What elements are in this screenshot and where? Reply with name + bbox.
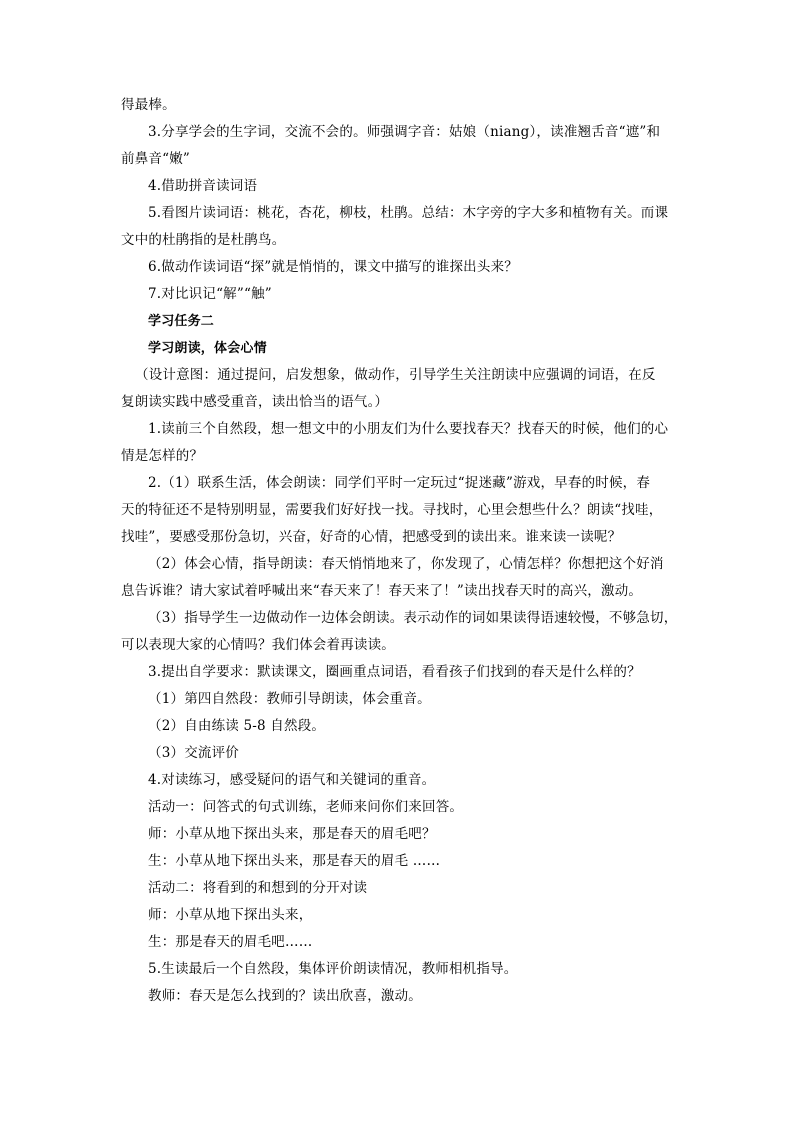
- text-line: 5.看图片读词语：桃花，杏花，柳枝，杜鹃。总结：木字旁的字大多和植物有关。而课: [148, 205, 669, 221]
- text-line: 生：小草从地下探出头来，那是春天的眉毛 ……: [148, 853, 441, 869]
- text-line: 天的特征还不是特别明显，需要我们好好找一找。寻找时，心里会想些什么？朗读“找哇，: [121, 502, 663, 518]
- text-line: 教师：春天是怎么找到的？读出欣喜，激动。: [148, 988, 422, 1004]
- text-line: 3.提出自学要求：默读课文，圈画重点词语，看看孩子们找到的春天是什么样的？: [148, 664, 641, 680]
- text-line: （设计意图：通过提问，启发想象，做动作，引导学生关注朗读中应强调的词语，在反: [135, 367, 656, 383]
- text-line: 情是怎样的？: [121, 448, 204, 464]
- text-line: 7.对比识记“解”“触”: [148, 286, 272, 302]
- text-line: 活动二：将看到的和想到的分开对读: [148, 880, 368, 896]
- text-line: 4.借助拼音读词语: [148, 178, 258, 194]
- text-line: 复朗读实践中感受重音，读出恰当的语气。）: [121, 394, 389, 410]
- document-body: [121, 92, 681, 1010]
- text-line: 5.生读最后一个自然段，集体评价朗读情况，教师相机指导。: [148, 961, 518, 977]
- text-line: （3）指导学生一边做动作一边体会朗读。表示动作的词如果读得语速较慢，不够急切，: [148, 610, 678, 626]
- text-line: 6.做动作读词语“探”就是悄悄的，课文中描写的谁探出头来？: [148, 259, 518, 275]
- text-line: 息告诉谁？请大家试着呼喊出来“春天来了！春天来了！”读出找春天时的高兴，激动。: [121, 583, 643, 599]
- text-line: 找哇”，要感受那份急切，兴奋，好奇的心情，把感受到的读出来。谁来读一读呢？: [121, 529, 622, 545]
- section-heading: 学习任务二: [148, 314, 215, 329]
- text-line: 3.分享学会的生字词，交流不会的。师强调字音：姑娘（niang），读准翘舌音“遮”和: [148, 124, 661, 140]
- text-line: 师：小草从地下探出头来，那是春天的眉毛吧？: [148, 826, 436, 842]
- text-line: （2）体会心情，指导朗读：春天悄悄地来了，你发现了，心情怎样？你想把这个好消: [148, 556, 664, 572]
- text-line: 2.（1）联系生活，体会朗读：同学们平时一定玩过“捉迷藏”游戏，早春的时候，春: [148, 475, 651, 491]
- text-line: 活动一：问答式的句式训练，老师来问你们来回答。: [148, 799, 464, 815]
- text-line: 生：那是春天的眉毛吧……: [148, 934, 313, 950]
- text-line: 可以表现大家的心情吗？我们体会着再读读。: [121, 637, 395, 653]
- text-line: 4.对读练习，感受疑问的语气和关键词的重音。: [148, 772, 436, 788]
- text-line: 1.读前三个自然段，想一想文中的小朋友们为什么要找春天？找春天的时候，他们的心: [148, 421, 669, 437]
- section-subheading: 学习朗读，体会心情: [148, 341, 267, 356]
- text-line: （2）自由练读 5-8 自然段。: [148, 718, 326, 734]
- text-line: 文中的杜鹃指的是杜鹃鸟。: [121, 232, 286, 248]
- text-line: （1）第四自然段：教师引导朗读，体会重音。: [148, 691, 431, 707]
- text-line: （3）交流评价: [148, 745, 239, 761]
- text-line: 前鼻音“嫩”: [121, 151, 191, 167]
- text-line: 师：小草从地下探出头来，: [148, 907, 313, 923]
- text-line: 得最棒。: [121, 97, 176, 113]
